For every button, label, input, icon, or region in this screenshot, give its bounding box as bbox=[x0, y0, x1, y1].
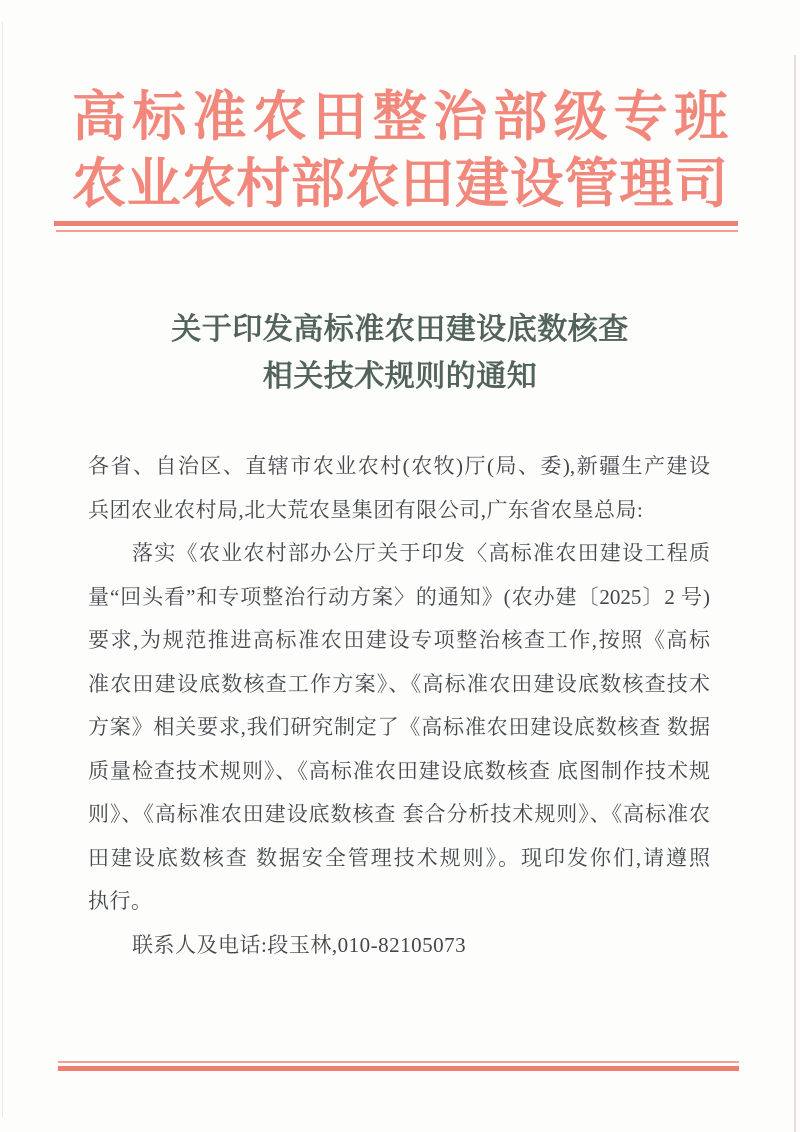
contact-line: 联系人及电话:段玉林,010-82105073 bbox=[132, 932, 467, 957]
body-line: 落实《农业农村部办公厅关于印发〈高标准农田建设工程质 bbox=[132, 541, 710, 565]
body-line: 要求,为规范推进高标准农田建设专项整治核查工作,按照《高标 bbox=[88, 628, 710, 652]
scan-edge-artifact-right bbox=[794, 55, 796, 1132]
body-line: 兵团农业农村局,北大荒农垦集团有限公司,广东省农垦总局: bbox=[88, 497, 644, 522]
footer-rule-thin bbox=[58, 1061, 739, 1063]
letterhead bbox=[72, 84, 728, 218]
letterhead-line-1: 高标准农田整治部级专班 bbox=[72, 87, 728, 147]
body-line: 则》、《高标准农田建设底数核查 套合分析技术规则》、《高标准农 bbox=[88, 802, 710, 826]
body-line: 方案》相关要求,我们研究制定了《高标准农田建设底数核查 数据 bbox=[88, 715, 710, 739]
body-line: 各省、自治区、直辖市农业农村(农牧)厅(局、委),新疆生产建设 bbox=[88, 454, 710, 478]
footer-rule-thick bbox=[58, 1066, 739, 1071]
document-title-line-1: 关于印发高标准农田建设底数核查 bbox=[171, 313, 629, 346]
letterhead-rule-thick bbox=[54, 221, 738, 226]
document-title bbox=[0, 306, 800, 400]
body-line: 量“回头看”和专项整治行动方案〉的通知》(农办建〔2025〕2 号) bbox=[88, 584, 710, 609]
body-line: 准农田建设底数核查工作方案》、《高标准农田建设底数核查技术 bbox=[88, 671, 710, 696]
body-line: 执行。 bbox=[88, 889, 153, 913]
document-body bbox=[88, 445, 710, 967]
letterhead-line-2: 农业农村部农田建设管理司 bbox=[72, 154, 728, 214]
document-title-line-2: 相关技术规则的通知 bbox=[262, 360, 538, 393]
body-line: 田建设底数核查 数据安全管理技术规则》。现印发你们,请遵照 bbox=[88, 845, 710, 870]
scan-edge-artifact-left bbox=[2, 22, 3, 1117]
body-line: 质量检查技术规则》、《高标准农田建设底数核查 底图制作技术规 bbox=[88, 758, 710, 783]
letterhead-rule-thin bbox=[56, 230, 738, 232]
